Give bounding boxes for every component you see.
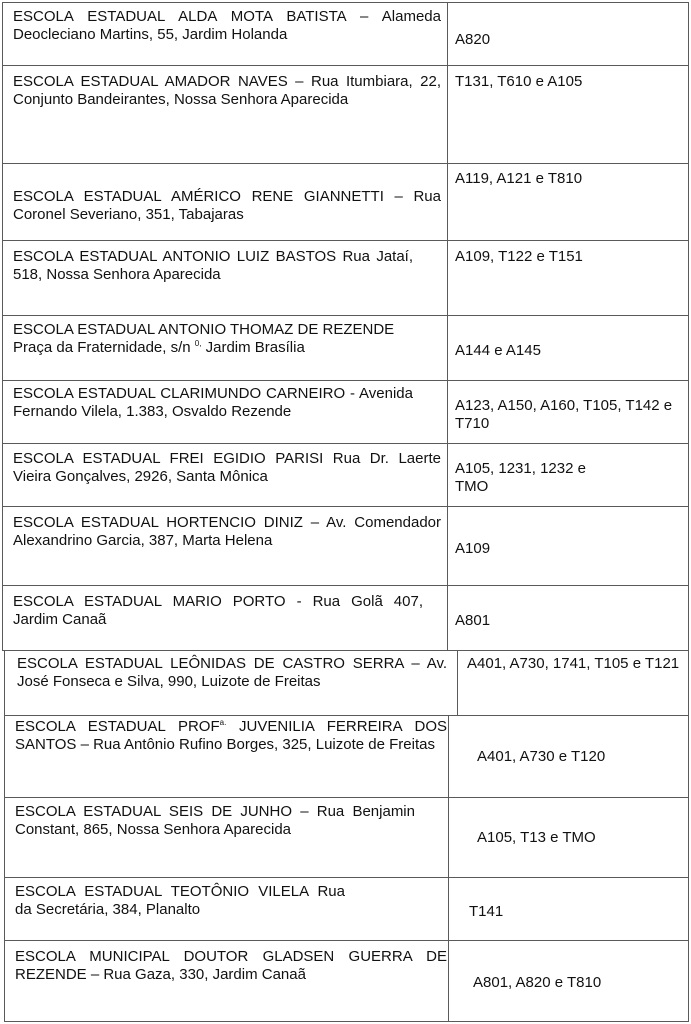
bus-lines-cell: A105, T13 e TMO [477, 829, 596, 846]
table-row [2, 585, 689, 651]
school-address: Praça da Fraternidade, s/n [13, 338, 195, 356]
bus-lines-cell: A109 [455, 540, 491, 557]
bus-lines-cell: A105, 1231, 1232 e TMO [455, 460, 586, 495]
bus-lines-cell: A820 [455, 31, 491, 48]
table-row [4, 797, 689, 878]
table-row [2, 380, 689, 444]
column-divider [447, 444, 448, 506]
school-cell: ESCOLA ESTADUAL HORTENCIO DINIZ – Av. Comendador Alexandrino Garcia, 387, Marta Helena [13, 514, 441, 549]
column-divider [447, 586, 448, 650]
bus-lines-cell: A801 [455, 612, 491, 629]
school-cell: ESCOLA ESTADUAL SEIS DE JUNHO – Rua Benjamin Constant, 865, Nossa Senhora Aparecida [15, 803, 415, 838]
table-row [2, 240, 689, 316]
column-divider [448, 941, 449, 1021]
bus-lines-cell: A144 e A145 [455, 342, 541, 359]
school-name-start: ESCOLA ESTADUAL PROF [15, 718, 220, 735]
table-row [2, 65, 689, 164]
school-name-rest: JUVENILIA FERREIRA DOS SANTOS – Rua Antônio Rufino Borges, 325, Luizote de Freitas [15, 718, 447, 753]
superscript-note: 0, [194, 338, 202, 348]
table-row [2, 2, 689, 66]
column-divider [447, 316, 448, 380]
school-address-end: Jardim Brasília [201, 338, 305, 356]
bus-lines-cell: A123, A150, A160, T105, T142 e T710 [455, 397, 673, 432]
column-divider [448, 798, 449, 877]
school-cell: ESCOLA ESTADUAL ALDA MOTA BATISTA – Alameda Deocleciano Martins, 55, Jardim Holanda [13, 8, 441, 43]
column-divider [457, 651, 458, 715]
column-divider [447, 507, 448, 585]
column-divider [447, 381, 448, 443]
column-divider [448, 878, 449, 940]
column-divider [447, 3, 448, 65]
bus-lines-cell: A401, A730 e T120 [477, 748, 606, 765]
school-cell: ESCOLA ESTADUAL FREI EGIDIO PARISI Rua Dr. Laerte Vieira Gonçalves, 2926, Santa Mônica [13, 450, 441, 485]
column-divider [448, 716, 449, 797]
school-cell: ESCOLA MUNICIPAL DOUTOR GLADSEN GUERRA DE REZENDE – Rua Gaza, 330, Jardim Canaã [15, 948, 447, 983]
table-row [2, 315, 689, 381]
column-divider [447, 66, 448, 163]
table-row [4, 940, 689, 1022]
table-row [2, 506, 689, 586]
school-cell: ESCOLA ESTADUAL CLARIMUNDO CARNEIRO - Avenida Fernando Vilela, 1.383, Osvaldo Rezende [13, 385, 413, 420]
school-cell: ESCOLA ESTADUAL ANTONIO LUIZ BASTOS Rua Jataí, 518, Nossa Senhora Aparecida [13, 248, 413, 283]
school-cell [13, 321, 441, 356]
column-divider [447, 241, 448, 315]
table-row [4, 715, 689, 798]
school-cell: ESCOLA ESTADUAL AMÉRICO RENE GIANNETTI – Rua Coronel Severiano, 351, Tabajaras [13, 188, 441, 223]
school-cell: ESCOLA ESTADUAL MARIO PORTO - Rua Golã 407, Jardim Canaã [13, 593, 423, 628]
table-row [4, 650, 689, 716]
school-cell: ESCOLA ESTADUAL TEOTÔNIO VILELA Rua da Secretária, 384, Planalto [15, 883, 345, 918]
column-divider [447, 164, 448, 240]
superscript-note: a. [219, 718, 227, 727]
school-cell: ESCOLA ESTADUAL LEÔNIDAS DE CASTRO SERRA – Av. José Fonseca e Silva, 990, Luizote de Freitas [17, 655, 447, 690]
bus-lines-cell: T141 [469, 903, 504, 920]
bus-lines-cell: T131, T610 e A105 [455, 73, 583, 90]
table-row [2, 443, 689, 507]
bus-lines-cell: A119, A121 e T810 [455, 170, 583, 187]
table-row [2, 163, 689, 241]
school-name: ESCOLA ESTADUAL ANTONIO THOMAZ DE REZENDE [13, 321, 395, 338]
table-row [4, 877, 689, 941]
bus-lines-cell: A401, A730, 1741, T105 e T121 [467, 655, 680, 672]
school-cell: ESCOLA ESTADUAL AMADOR NAVES – Rua Itumbiara, 22, Conjunto Bandeirantes, Nossa Senhora Aparecida [13, 73, 441, 108]
school-cell [15, 718, 447, 753]
bus-lines-cell: A109, T122 e T151 [455, 248, 583, 265]
bus-lines-cell: A801, A820 e T810 [473, 974, 602, 991]
